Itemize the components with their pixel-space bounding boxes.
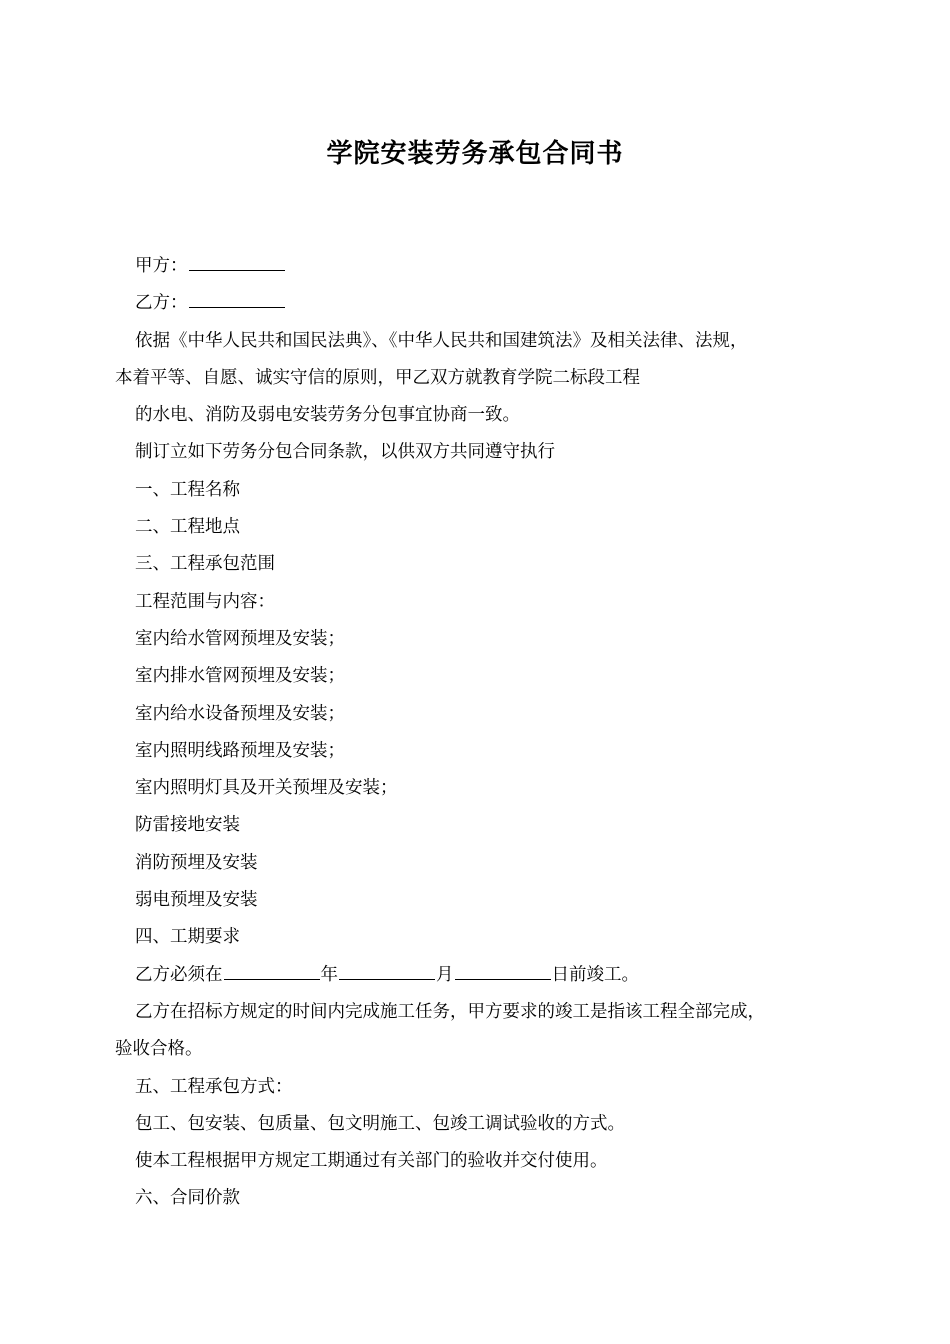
party-b-label: 乙方： (135, 293, 188, 314)
document-body (115, 248, 835, 1218)
deadline-day-blank (455, 961, 551, 980)
section-heading-3: 三、工程承包范围 (135, 554, 275, 575)
party-a-line (115, 248, 835, 285)
party-b-line (115, 285, 835, 322)
section-heading-6: 六、合同价款 (135, 1188, 240, 1209)
scope-item: 室内排水管网预埋及安装； (135, 666, 345, 687)
scope-item: 室内照明线路预埋及安装； (135, 740, 345, 761)
scope-item: 室内照明灯具及开关预埋及安装； (135, 778, 398, 799)
deadline-prefix: 乙方必须在 (135, 964, 223, 985)
preamble-line-4: 制订立如下劳务分包合同条款，以供双方共同遵守执行 (135, 442, 555, 463)
preamble-line-3: 的水电、消防及弱电安装劳务分包事宜协商一致。 (135, 405, 520, 426)
section-heading-5: 五、工程承包方式： (135, 1076, 293, 1097)
delivery-line: 使本工程根据甲方规定工期通过有关部门的验收并交付使用。 (135, 1151, 608, 1172)
scope-label: 工程范围与内容： (135, 591, 275, 612)
section-heading-1: 一、工程名称 (135, 479, 240, 500)
scope-item: 室内给水管网预埋及安装； (135, 628, 345, 649)
scope-item: 弱电预埋及安装 (135, 890, 258, 911)
deadline-line (115, 957, 835, 994)
scope-item: 防雷接地安装 (135, 815, 240, 836)
deadline-suffix: 日前竣工。 (551, 964, 639, 985)
party-a-label: 甲方： (135, 256, 188, 276)
completion-line-1: 乙方在招标方规定的时间内完成施工任务，甲方要求的竣工是指该工程全部完成， (135, 1001, 765, 1022)
party-b-blank (189, 289, 285, 308)
deadline-month-blank (339, 961, 435, 980)
document-title: 学院安装劳务承包合同书 (326, 139, 624, 169)
deadline-month-label: 月 (436, 964, 454, 985)
scope-item: 室内给水设备预埋及安装； (135, 703, 345, 724)
deadline-year-blank (224, 961, 320, 980)
section-heading-2: 二、工程地点 (135, 517, 240, 538)
method-line: 包工、包安装、包质量、包文明施工、包竣工调试验收的方式。 (135, 1113, 625, 1134)
preamble-line-2: 本着平等、自愿、诚实守信的原则，甲乙双方就教育学院二标段工程 (115, 367, 640, 388)
scope-item: 消防预埋及安装 (135, 852, 258, 873)
completion-line-2: 验收合格。 (115, 1039, 203, 1060)
deadline-year-label: 年 (320, 964, 338, 985)
section-heading-4: 四、工期要求 (135, 927, 240, 948)
party-a-blank (189, 252, 285, 271)
preamble-line-1: 依据《中华人民共和国民法典》、《中华人民共和国建筑法》及相关法律、法规， (135, 330, 748, 351)
